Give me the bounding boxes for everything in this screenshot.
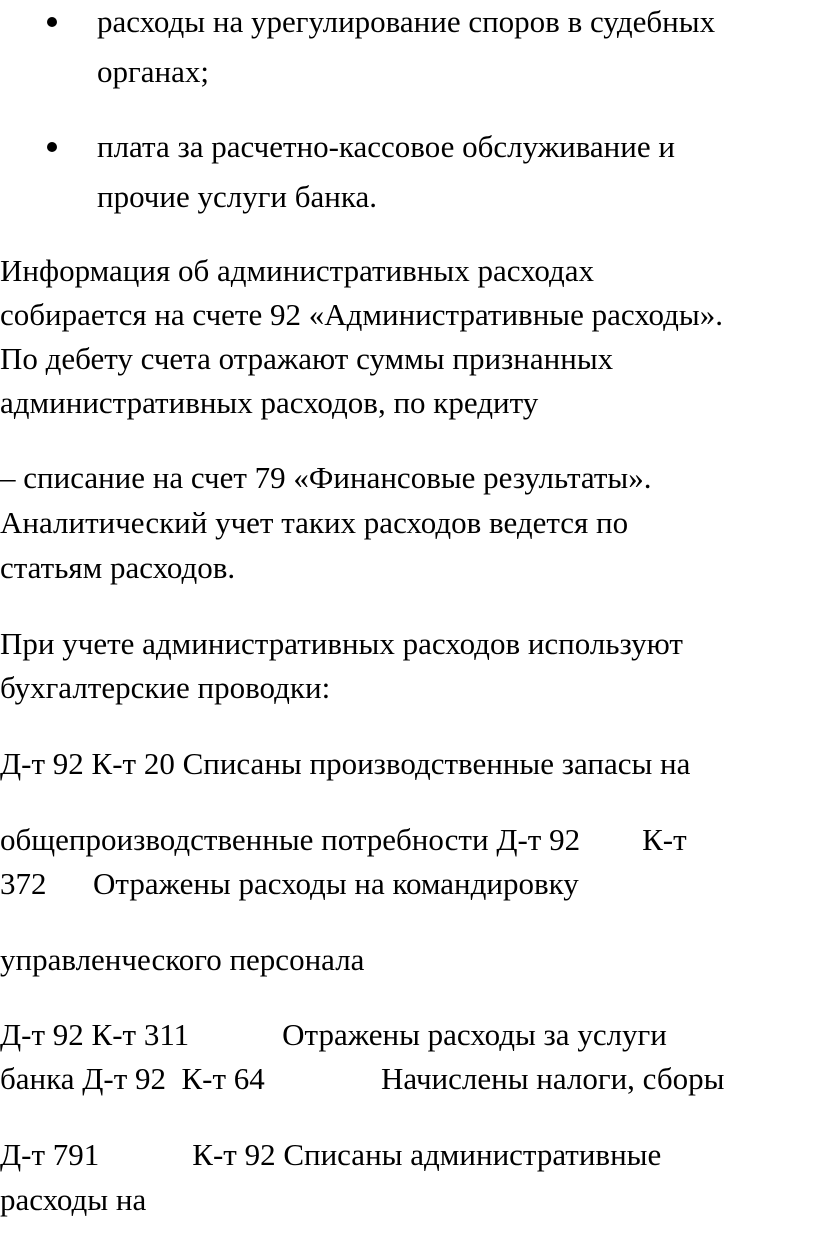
bullet-text-line: органах;	[97, 54, 209, 89]
paragraph-line: По дебету счета отражают суммы признанных	[0, 341, 614, 376]
entry-line: Д-т 92 К-т 311 Отражены расходы за услуги	[0, 1017, 667, 1052]
paragraph-line: бухгалтерские проводки:	[0, 670, 331, 705]
bullet-text-line: расходы на урегулирование споров в судебных	[97, 4, 716, 39]
paragraph-line: – списание на счет 79 «Финансовые результаты».	[0, 460, 652, 495]
entry-line: Д-т 92 К-т 20 Списаны производственные запасы на	[0, 746, 691, 781]
bullet-icon	[47, 17, 57, 27]
paragraph-line: собирается на счете 92 «Административные расходы».	[0, 297, 724, 332]
entry-line: 372 Отражены расходы на командировку	[0, 866, 579, 901]
paragraph-line: Аналитический учет таких расходов ведется по	[0, 505, 629, 540]
bullet-text-line: прочие услуги банка.	[97, 179, 377, 214]
paragraph-line: При учете административных расходов используют	[0, 626, 683, 661]
bullet-icon	[47, 142, 57, 152]
paragraph-line: административных расходов, по кредиту	[0, 385, 539, 420]
bullet-text-line: плата за расчетно-кассовое обслуживание и	[97, 129, 675, 164]
paragraph-line: статьям расходов.	[0, 550, 236, 585]
entry-line: расходы на	[0, 1182, 147, 1217]
entry-line: банка Д-т 92 К-т 64 Начислены налоги, сборы	[0, 1061, 725, 1096]
entry-line: Д-т 791 К-т 92 Списаны административные	[0, 1137, 662, 1172]
paragraph-line: Информация об административных расходах	[0, 253, 595, 288]
entry-line: управленческого персонала	[0, 942, 365, 977]
entry-line: общепроизводственные потребности Д-т 92 К-т	[0, 822, 687, 857]
